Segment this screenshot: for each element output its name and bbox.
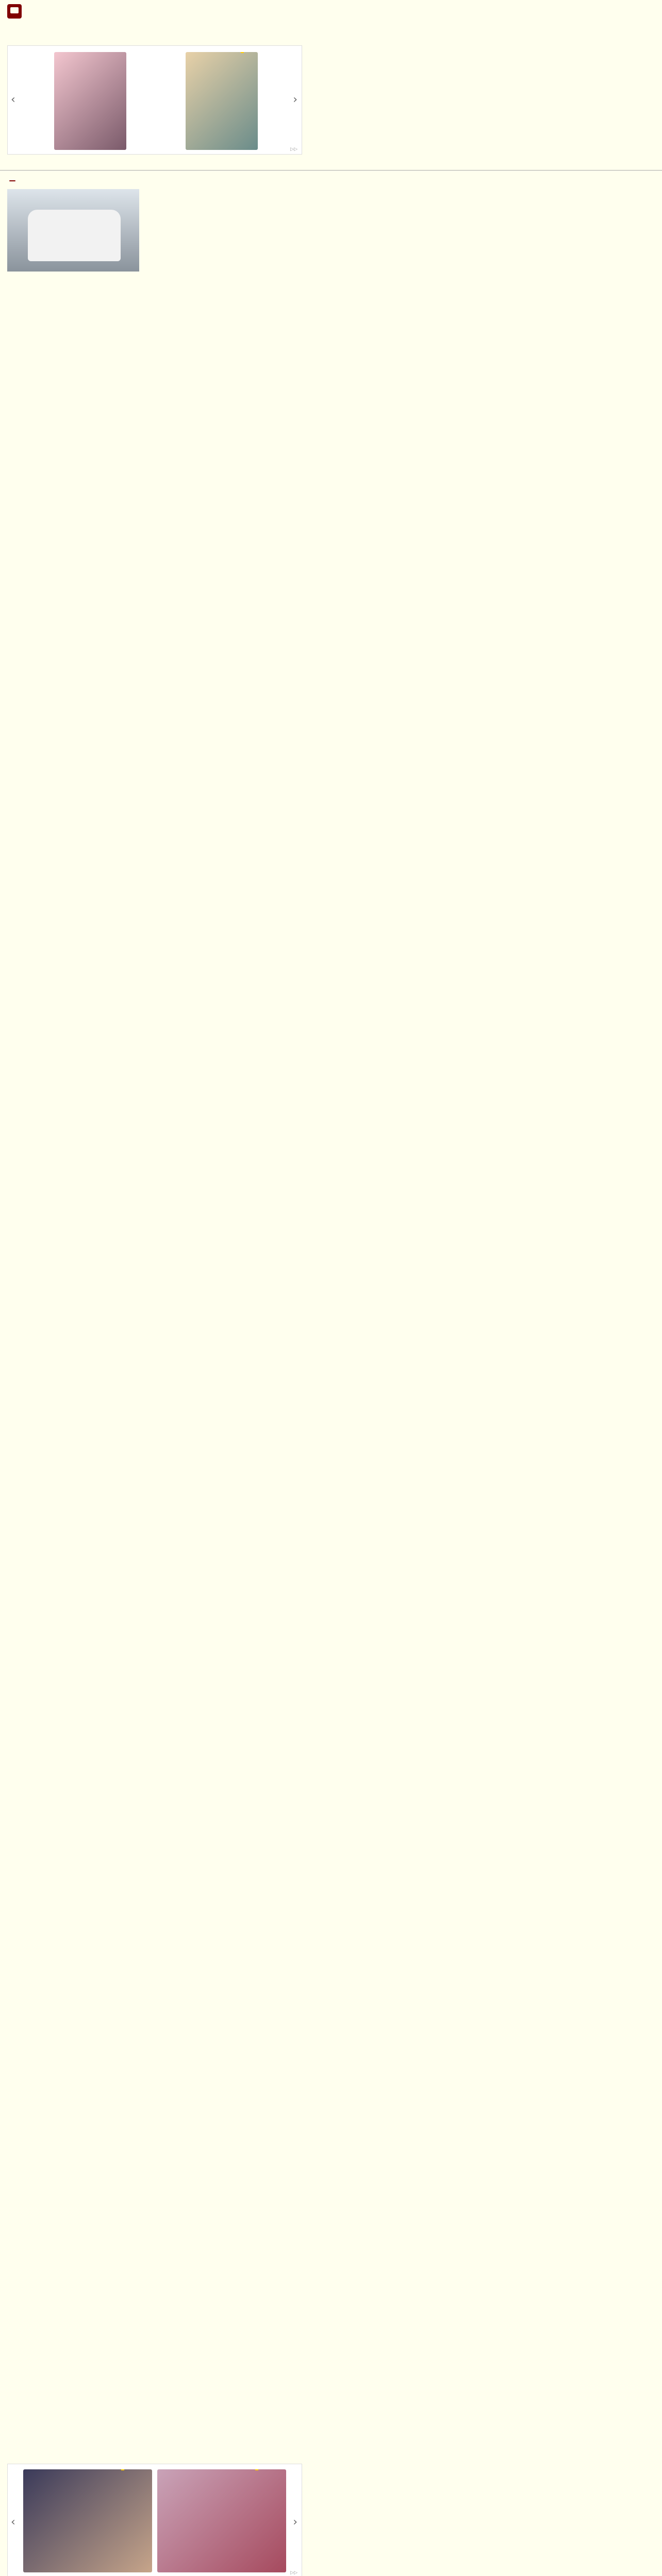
ad-image[interactable] — [23, 2469, 152, 2572]
ad-image[interactable] — [54, 52, 126, 150]
divider — [0, 170, 662, 171]
next-arrow-icon[interactable]: › — [293, 2516, 297, 2529]
ad-image[interactable] — [186, 52, 258, 150]
top-nav — [7, 28, 655, 37]
ad-corner-icon: ▷▷ — [290, 2570, 297, 2575]
op-thumbnail[interactable] — [7, 189, 139, 272]
op-play-button[interactable] — [9, 180, 15, 181]
op-post — [0, 176, 662, 293]
op-fileinfo — [0, 176, 662, 183]
prev-arrow-icon[interactable]: ‹ — [11, 93, 15, 106]
ad-carousel[interactable] — [7, 45, 302, 155]
ad-badge — [241, 52, 244, 53]
next-arrow-icon[interactable]: › — [293, 93, 297, 106]
ad-corner-icon: ▷▷ — [290, 147, 297, 152]
site-logo-icon — [7, 4, 22, 19]
ad-badge — [121, 2469, 124, 2470]
footer-ad-carousel[interactable] — [7, 2464, 302, 2576]
ad-image[interactable] — [157, 2469, 286, 2572]
ad-badge — [255, 2469, 258, 2470]
site-header — [7, 4, 655, 19]
prev-arrow-icon[interactable]: ‹ — [11, 2516, 15, 2529]
